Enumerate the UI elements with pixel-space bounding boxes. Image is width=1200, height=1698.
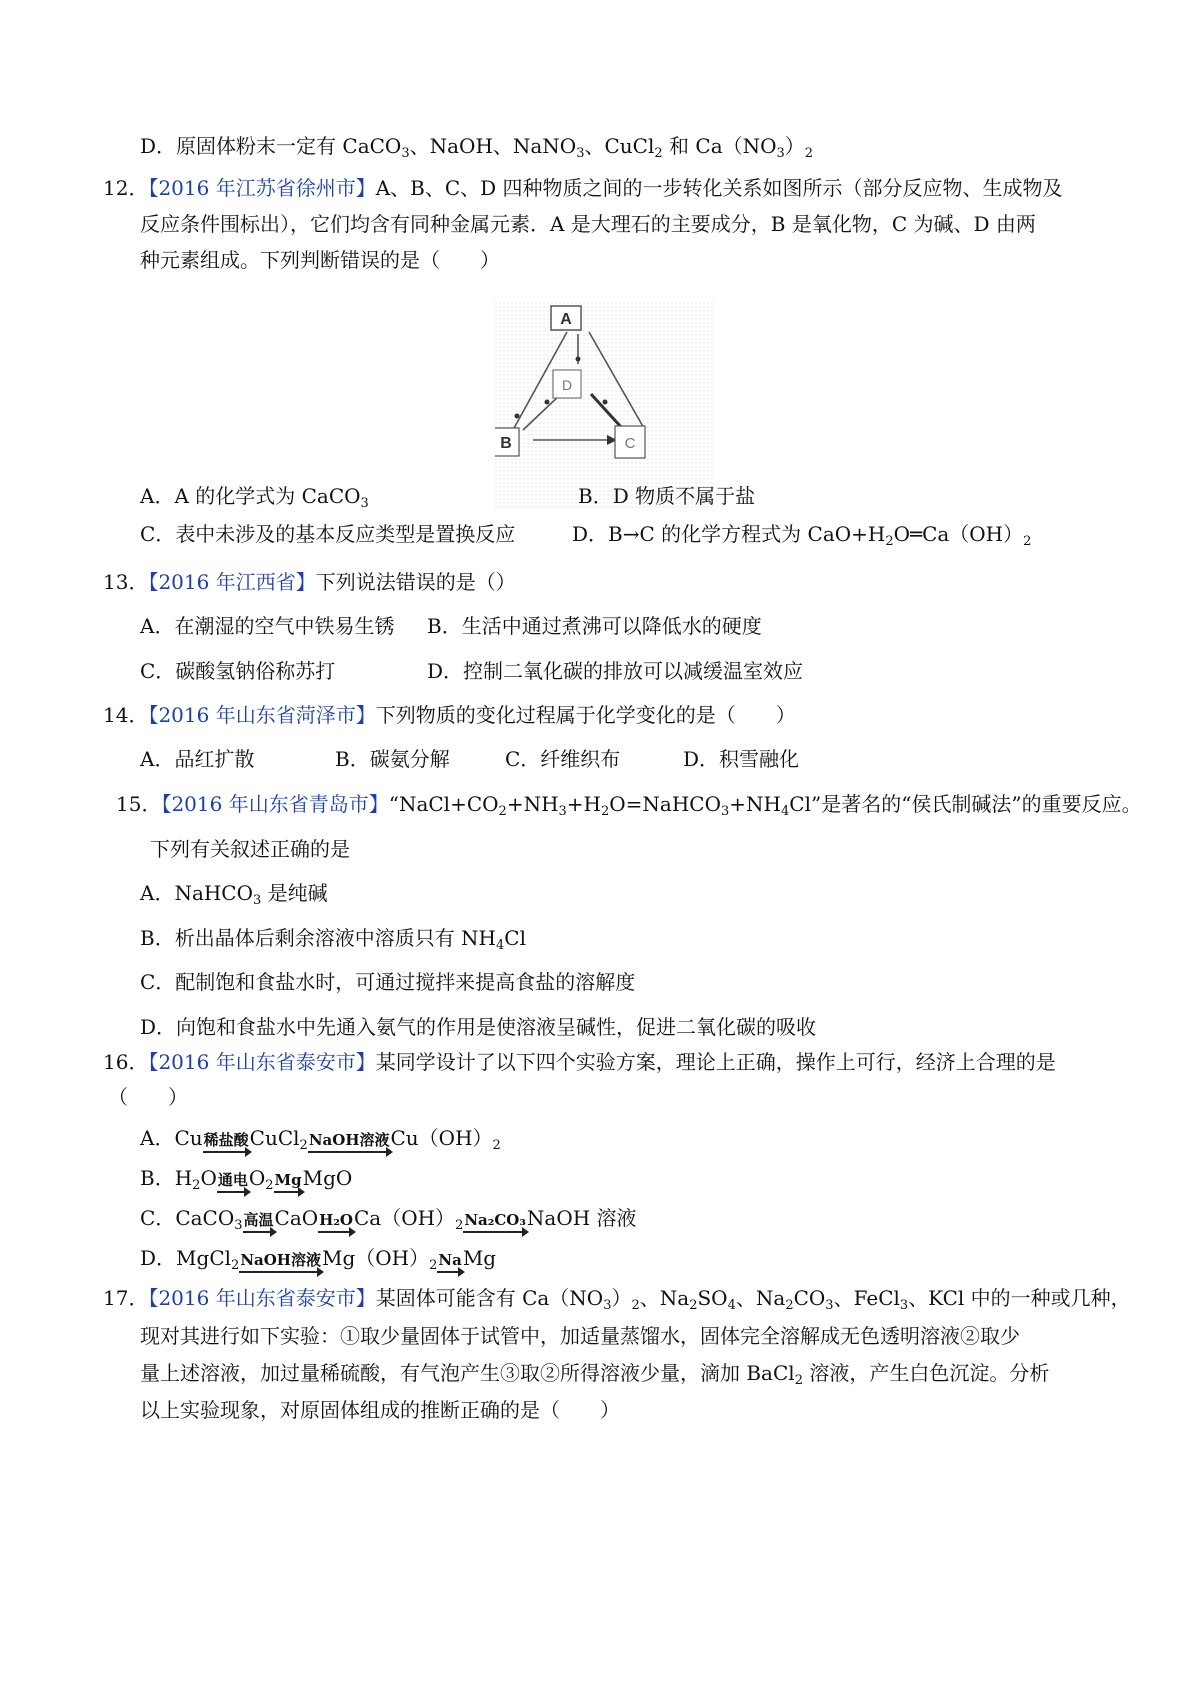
q17-stem-line2: 现对其进行如下实验：①取少量固体于试管中，加适量蒸馏水，固体完全溶解成无色透明溶液②取少 [140,1324,1020,1348]
source-tag: 【2016 年山东省菏泽市】 [148,703,376,727]
q14-option-b: B．碳氨分解 [335,747,450,771]
q13-option-a: A．在潮湿的空气中铁易生锈 [140,614,395,638]
q17-stem-line3: 量上述溶液，加过量稀硫酸，有气泡产生③取②所得溶液少量，滴加 BaCl$_2$ 溶液，产生白色沉淀。分析 [140,1361,1050,1388]
q13-option-c: C．碳酸氢钠俗称苏打 [140,659,336,683]
source-tag: 【2016 年江西省】 [148,570,316,594]
q12-option-c: C．表中未涉及的基本反应类型是置换反应 [140,522,516,546]
reaction-arrow: Mg [274,1171,302,1189]
q16-paren: （ ） [108,1085,188,1109]
source-tag: 【2016 年山东省泰安市】 [148,1050,376,1074]
node-a-label: A [560,311,572,328]
q14-option-a: A．品红扩散 [140,747,255,771]
question-number: 16． [103,1050,149,1074]
q11-option-d: D．原固体粉末一定有 CaCO$_3$、NaOH、NaNO$_3$、CuCl$_2$ 和 $Ca(NO_3)_2$ [140,134,814,161]
source-tag: 【2016 年山东省泰安市】 [148,1286,376,1310]
q17-stem-line4: 以上实验现象，对原固体组成的推断正确的是（ ） [140,1398,620,1422]
q15-option-d: D．向饱和食盐水中先通入氨气的作用是使溶液呈碱性，促进二氧化碳的吸收 [140,1015,817,1039]
q15-stem-line1: 15．【2016 年山东省青岛市】“$NaCl+CO_2+NH_3+H_2O=NaHCO_3+NH_4Cl$”是著名的“侯氏制碱法”的重要反应。 [116,792,1142,819]
q15-stem-line2: 下列有关叙述正确的是 [150,837,350,861]
q15-option-c: C．配制饱和食盐水时，可通过搅拌来提高食盐的溶解度 [140,970,636,994]
q14-option-d: D．积雪融化 [683,747,800,771]
reaction-arrow: Na₂CO₃ [464,1211,526,1229]
q12-option-a: A．A 的化学式为 CaCO$_3$ [140,484,369,511]
node-b-label: B [500,435,512,452]
q16-option-d: D．MgCl$_2$NaOH溶液$Mg(OH)_2NaMg$ [140,1246,497,1273]
question-number: 14． [103,703,149,727]
q12-stem-line1: 12．【2016 年江苏省徐州市】A、B、C、D 四种物质之间的一步转化关系如图所示（部分反应物、生成物及 [103,176,1063,200]
q13-option-b: B．生活中通过煮沸可以降低水的硬度 [427,614,762,638]
node-c-label: C [624,435,636,452]
reaction-arrow: Na [438,1251,462,1269]
source-tag: 【2016 年山东省青岛市】 [161,792,389,816]
reaction-arrow: NaOH溶液 [240,1251,321,1269]
node-d-label: D [561,377,573,393]
q14-option-c: C．纤维织布 [505,747,621,771]
q16-option-b: B．$H_2O$通电$O_2MgMgO$ [140,1166,353,1193]
question-number: 15． [116,792,162,816]
reaction-arrow: 稀盐酸 [203,1131,249,1149]
q13-option-d: D．控制二氧化碳的排放可以减缓温室效应 [427,659,804,683]
source-tag: 【2016 年江苏省徐州市】 [148,176,376,200]
question-number: 12． [103,176,149,200]
question-number: 17． [103,1286,149,1310]
q16-stem: 16．【2016 年山东省泰安市】某同学设计了以下四个实验方案，理论上正确，操作上可行，经济上合理的是 [103,1050,1056,1074]
q16-option-c: C．CaCO$_3$高温$CaOH_2OCa(OH)_2Na_2CO_3NaOH$ 溶液 [140,1206,637,1233]
q12-option-d: D．B→C 的化学方程式为 $CaO+H_2O═Ca(OH)_2$ [572,522,1032,549]
q12-option-b: B．D 物质不属于盐 [578,484,756,508]
q13-stem: 13．【2016 年江西省】下列说法错误的是（） [103,570,516,594]
q12-stem-line2: 反应条件围标出），它们均含有同种金属元素．A 是大理石的主要成分，B 是氧化物，C 为碱、D 由两 [140,212,1036,236]
q12-stem-line3: 种元素组成。下列判断错误的是（ ） [140,248,500,272]
q15-option-a: A．NaHCO$_3$ 是纯碱 [140,881,328,908]
question-number: 13． [103,570,149,594]
reaction-arrow: H₂O [319,1211,353,1229]
reaction-arrow: NaOH溶液 [308,1131,390,1149]
reaction-arrow: 通电 [217,1171,248,1189]
q15-option-b: B．析出晶体后剩余溶液中溶质只有 $NH_4Cl$ [140,926,526,953]
conversion-diagram [495,302,715,510]
reaction-arrow: 高温 [243,1211,274,1229]
q17-stem-line1: 17．【2016 年山东省泰安市】某固体可能含有 $Ca(NO_3)_2$、$Na_2SO_4$、$Na_2CO_3$、FeCl$_3$、KCl 中的一种或几种， [103,1286,1131,1313]
q14-stem: 14．【2016 年山东省菏泽市】下列物质的变化过程属于化学变化的是（ ） [103,703,796,727]
q16-option-a: A．Cu稀盐酸CuCl$_2$NaOH溶液$Cu(OH)_2$ [140,1126,501,1153]
